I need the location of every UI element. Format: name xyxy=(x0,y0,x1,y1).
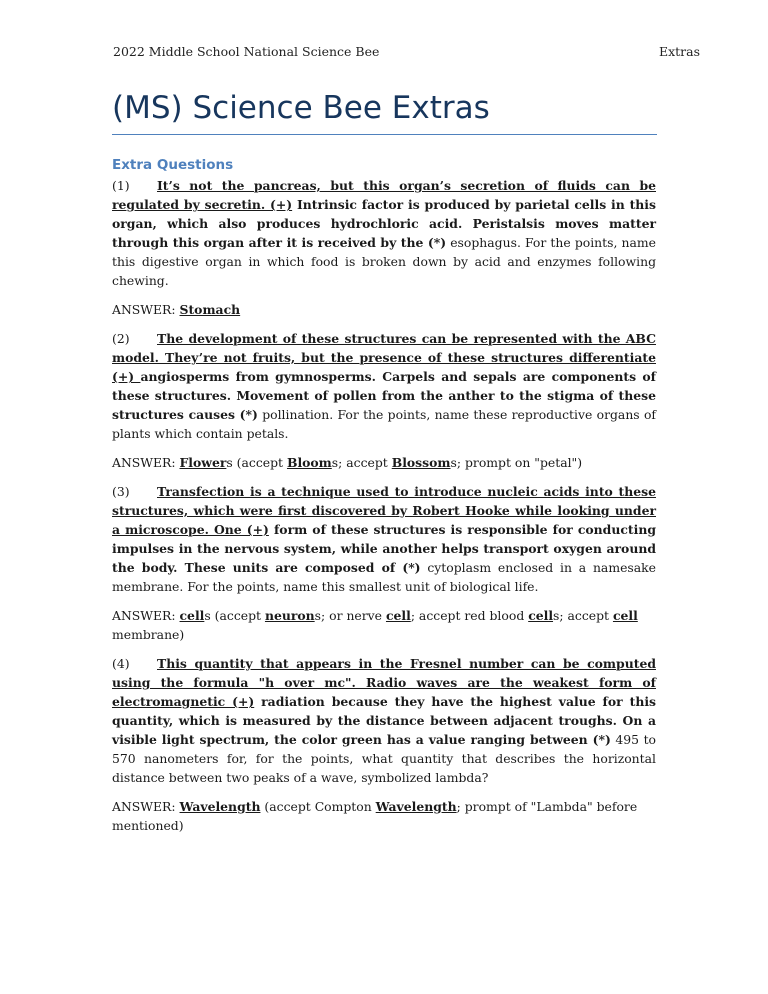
header-right-text: Extras xyxy=(658,44,700,59)
answer-text: s (accept xyxy=(226,455,287,470)
title-underline xyxy=(112,134,657,135)
question-plain-text: esophagus. For the points, name this digestive organ in which food is broken down by acid and enzymes following chewing. xyxy=(112,235,656,288)
question-power-text: This quantity that appears in the Fresnel number can be computed using the formula "h over mc". Radio waves are the weakest form of electromagnetic (+) xyxy=(112,656,656,709)
answer-keyword: cell xyxy=(179,608,205,623)
question-number: (3) xyxy=(112,484,130,499)
answer-keyword: Blossom xyxy=(391,455,451,470)
answer-keyword: Flower xyxy=(179,455,227,470)
question-4 xyxy=(112,654,656,787)
question-bold-text: Intrinsic factor is produced by parietal cells in this organ, which also produces hydrochloric acid. Peristalsis moves matter through this organ after it is received by the (*) xyxy=(112,197,656,250)
answer-keyword: Wavelength xyxy=(375,799,457,814)
answer-keyword: cell xyxy=(528,608,554,623)
question-power-text: The development of these structures can be represented with the ABC model. They’re not fruits, but the presence of these structures differentiate (+) xyxy=(112,331,656,384)
question-power-text: Transfection is a technique used to introduce nucleic acids into these structures, which were first discovered by Robert Hooke while looking under a microscope. One (+) xyxy=(112,484,656,537)
header-left-text: 2022 Middle School National Science Bee xyxy=(113,44,380,59)
answer-4 xyxy=(112,797,656,835)
question-2 xyxy=(112,329,656,443)
answer-label: ANSWER: xyxy=(112,608,180,623)
answer-text: (accept Compton xyxy=(260,799,376,814)
question-plain-text: cytoplasm enclosed in a namesake membrane. For the points, name this smallest unit of biological life. xyxy=(112,560,656,594)
questions-content xyxy=(112,176,656,845)
answer-keyword: Wavelength xyxy=(179,799,261,814)
question-plain-text: pollination. For the points, name these reproductive organs of plants which contain petals. xyxy=(112,407,656,441)
question-number: (1) xyxy=(112,178,130,193)
answer-keyword: cell xyxy=(385,608,411,623)
answer-text: s; accept xyxy=(553,608,613,623)
question-bold-text: radiation because they have the highest value for this quantity, which is measured by the distance between adjacent troughs. On a visible light spectrum, the color green has a value ranging between (*) xyxy=(112,694,657,747)
answer-text: membrane) xyxy=(112,627,185,642)
answer-keyword: neuron xyxy=(264,608,315,623)
answer-text: ; accept red blood xyxy=(410,608,529,623)
question-number: (4) xyxy=(112,656,130,671)
question-power-text: It’s not the pancreas, but this organ’s secretion of fluids can be regulated by secretin. (+) xyxy=(112,178,656,212)
answer-label: ANSWER: xyxy=(112,302,180,317)
answer-3 xyxy=(112,606,656,644)
question-number: (2) xyxy=(112,331,130,346)
section-title: Extra Questions xyxy=(112,157,234,173)
question-bold-text: form of these structures is responsible for conducting impulses in the nervous system, while another helps transport oxygen around the body. These units are composed of (*) xyxy=(112,522,656,575)
answer-text: ; prompt of "Lambda" before mentioned) xyxy=(112,799,638,833)
answer-label: ANSWER: xyxy=(112,455,180,470)
question-plain-text: 495 to 570 nanometers for, for the points, what quantity that describes the horizontal distance between two peaks of a wave, symbolized lambda? xyxy=(112,732,657,785)
answer-text: s; prompt on "petal") xyxy=(450,455,583,470)
answer-text: s; or nerve xyxy=(314,608,386,623)
page-title: (MS) Science Bee Extras xyxy=(112,90,490,126)
answer-keyword: Stomach xyxy=(179,302,241,317)
question-bold-text: angiosperms from gymnosperms. Carpels and sepals are components of these structures. Movement of pollen from the anther to the stigma of these structures causes (*) xyxy=(112,369,656,422)
answer-keyword: Bloom xyxy=(286,455,332,470)
question-3 xyxy=(112,482,656,596)
answer-text: s (accept xyxy=(204,608,265,623)
question-1 xyxy=(112,176,656,290)
answer-keyword: cell xyxy=(612,608,638,623)
answer-1 xyxy=(112,300,656,319)
answer-text: s; accept xyxy=(331,455,392,470)
page-header xyxy=(113,44,700,62)
answer-label: ANSWER: xyxy=(112,799,180,814)
answer-2 xyxy=(112,453,656,472)
